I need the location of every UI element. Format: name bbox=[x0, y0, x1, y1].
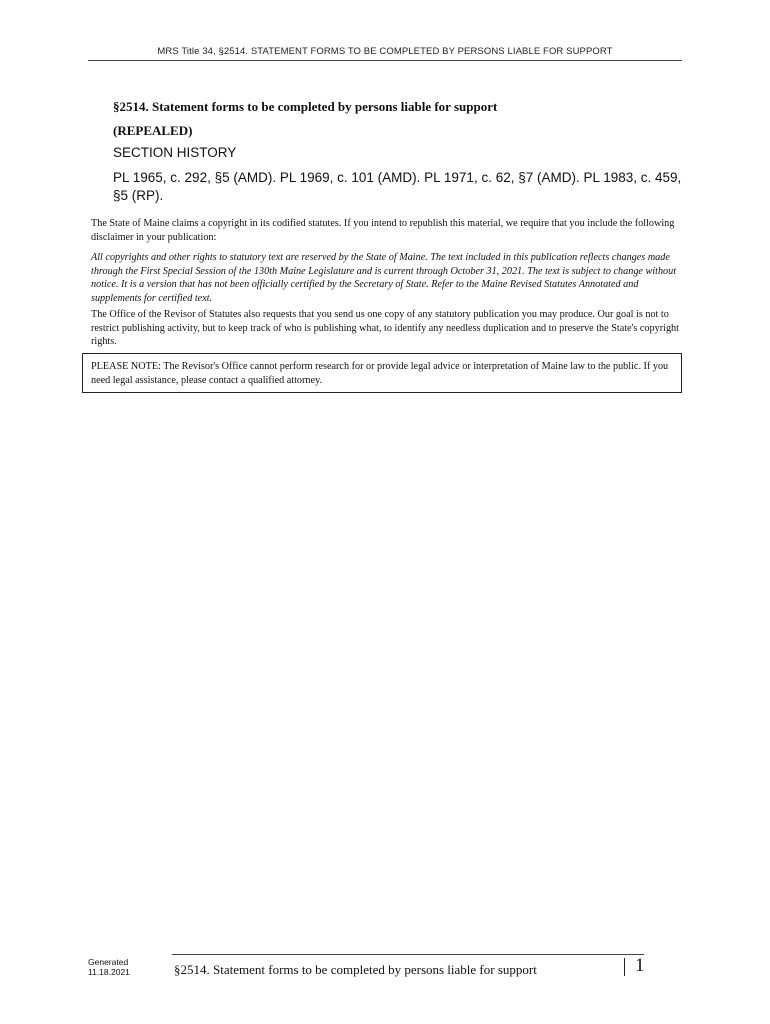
section-history-heading: SECTION HISTORY bbox=[113, 145, 237, 160]
section-title: §2514. Statement forms to be completed by persons liable for support bbox=[113, 99, 498, 114]
copyright-intro-paragraph: The State of Maine claims a copyright in its codified statutes. If you intend to republish this material, we require that you include the following disclaimer in your publication: bbox=[91, 218, 675, 243]
page-number: 1 bbox=[635, 955, 645, 976]
generated-label: Generated bbox=[88, 957, 129, 967]
generated-date: 11.18.2021 bbox=[88, 967, 130, 977]
repealed-status: (REPEALED) bbox=[113, 123, 193, 138]
footer-rule bbox=[172, 954, 644, 955]
running-header: MRS Title 34, §2514. STATEMENT FORMS TO BE COMPLETED BY PERSONS LIABLE FOR SUPPORT bbox=[157, 46, 613, 57]
footer-title: §2514. Statement forms to be completed by persons liable for support bbox=[174, 962, 537, 977]
disclaimer-paragraph: All copyrights and other rights to statutory text are reserved by the State of Maine. The text included in this publication reflects changes made through the First Special Session of the 130th Maine Legislature and is current through October 31, 2021. The text is subject to change without notice. It is a version that has not been officially certified by the Secretary of State. Refer to the Maine Revised Statutes Annotated and supplements for certified text. bbox=[91, 252, 677, 304]
please-note-text: PLEASE NOTE: The Revisor's Office cannot perform research for or provide legal advice or interpretation of Maine law to the public. If you need legal assistance, please contact a qualified attorney. bbox=[91, 361, 669, 386]
revisor-request-paragraph: The Office of the Revisor of Statutes also requests that you send us one copy of any statutory publication you may produce. Our goal is not to restrict publishing activity, but to keep track of who is publishing what, to identify any needless duplication and to preserve the State's copyright rights. bbox=[91, 309, 679, 347]
header-rule bbox=[88, 60, 682, 61]
please-note-box bbox=[82, 353, 682, 393]
page-number-divider bbox=[624, 958, 625, 976]
section-history-text: PL 1965, c. 292, §5 (AMD). PL 1969, c. 101 (AMD). PL 1971, c. 62, §7 (AMD). PL 1983, c. 459, §5 (RP). bbox=[113, 170, 682, 203]
